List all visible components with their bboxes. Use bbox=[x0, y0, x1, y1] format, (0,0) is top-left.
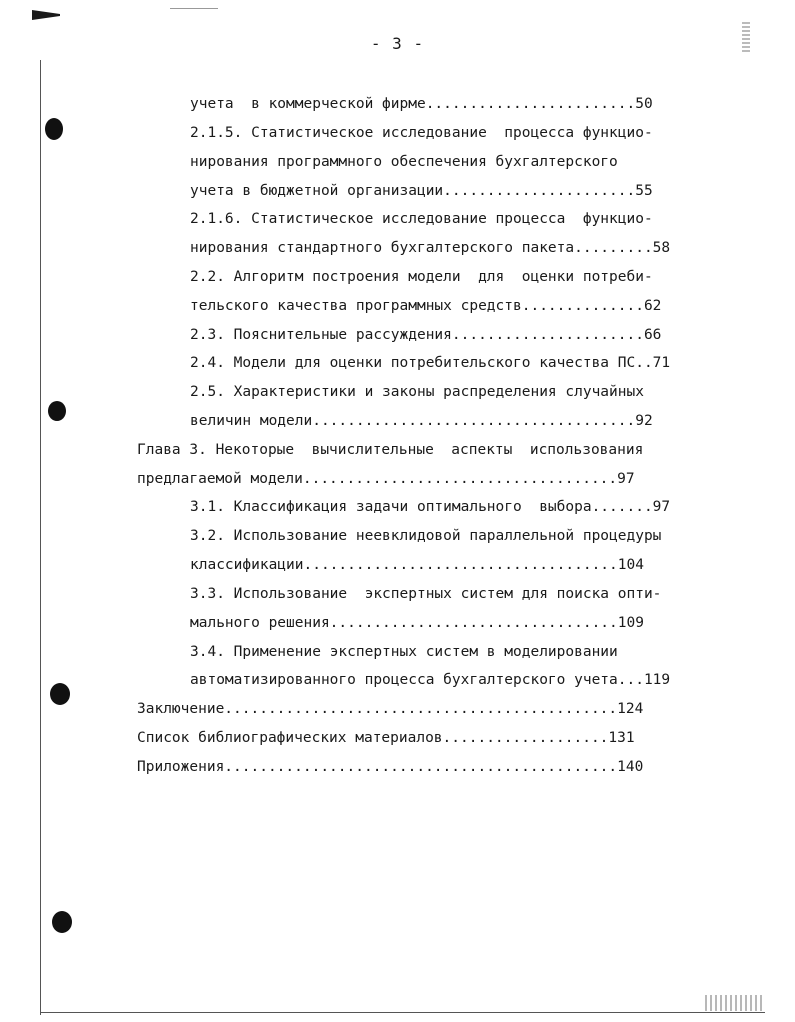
binding-hole bbox=[48, 401, 66, 421]
toc-line: тельского качества программных средств..............62 bbox=[190, 298, 662, 314]
toc-line: Список библиографических материалов...................131 bbox=[137, 730, 635, 746]
binding-hole bbox=[45, 118, 63, 140]
toc-line: 3.3. Использование экспертных систем для поиска опти- bbox=[190, 586, 662, 602]
toc-line: предлагаемой модели....................................97 bbox=[137, 471, 635, 487]
toc-line: Глава 3. Некоторые вычислительные аспекты использования bbox=[137, 442, 644, 458]
toc-line: учета в коммерческой фирме........................50 bbox=[190, 96, 653, 112]
bottom-line bbox=[40, 1012, 765, 1013]
binding-hole bbox=[50, 683, 70, 705]
scan-smudge bbox=[170, 8, 218, 9]
toc-line: учета в бюджетной организации......................55 bbox=[190, 183, 653, 199]
toc-line: 2.4. Модели для оценки потребительского качества ПС..71 bbox=[190, 355, 671, 371]
toc-line: Заключение.............................................124 bbox=[137, 701, 644, 717]
toc-line: автоматизированного процесса бухгалтерского учета...119 bbox=[190, 672, 671, 688]
toc-line: 3.4. Применение экспертных систем в моделировании bbox=[190, 644, 618, 660]
scan-smudge bbox=[705, 995, 765, 1011]
toc-line: 2.1.6. Статистическое исследование процесса функцио- bbox=[190, 211, 653, 227]
toc-line: 2.5. Характеристики и законы распределения случайных bbox=[190, 384, 644, 400]
corner-mark bbox=[32, 10, 60, 20]
toc-line: 2.3. Пояснительные рассуждения......................66 bbox=[190, 327, 662, 343]
toc-line: нирования стандартного бухгалтерского пакета.........58 bbox=[190, 240, 671, 256]
toc-line: 3.2. Использование неевклидовой параллельной процедуры bbox=[190, 528, 662, 544]
toc-line: нирования программного обеспечения бухгалтерского bbox=[190, 154, 618, 170]
toc-line: 2.1.5. Статистическое исследование процесса функцио- bbox=[190, 125, 653, 141]
binding-hole bbox=[52, 911, 72, 933]
toc-line: величин модели.....................................92 bbox=[190, 413, 653, 429]
toc-line: классификации....................................104 bbox=[190, 557, 644, 573]
toc-line: 2.2. Алгоритм построения модели для оценки потреби- bbox=[190, 269, 653, 285]
toc-line: мального решения.................................109 bbox=[190, 615, 644, 631]
toc-line: Приложения.............................................140 bbox=[137, 759, 644, 775]
page-number: - 3 - bbox=[370, 34, 425, 53]
margin-line bbox=[40, 60, 41, 1015]
toc-line: 3.1. Классификация задачи оптимального выбора.......97 bbox=[190, 499, 671, 515]
